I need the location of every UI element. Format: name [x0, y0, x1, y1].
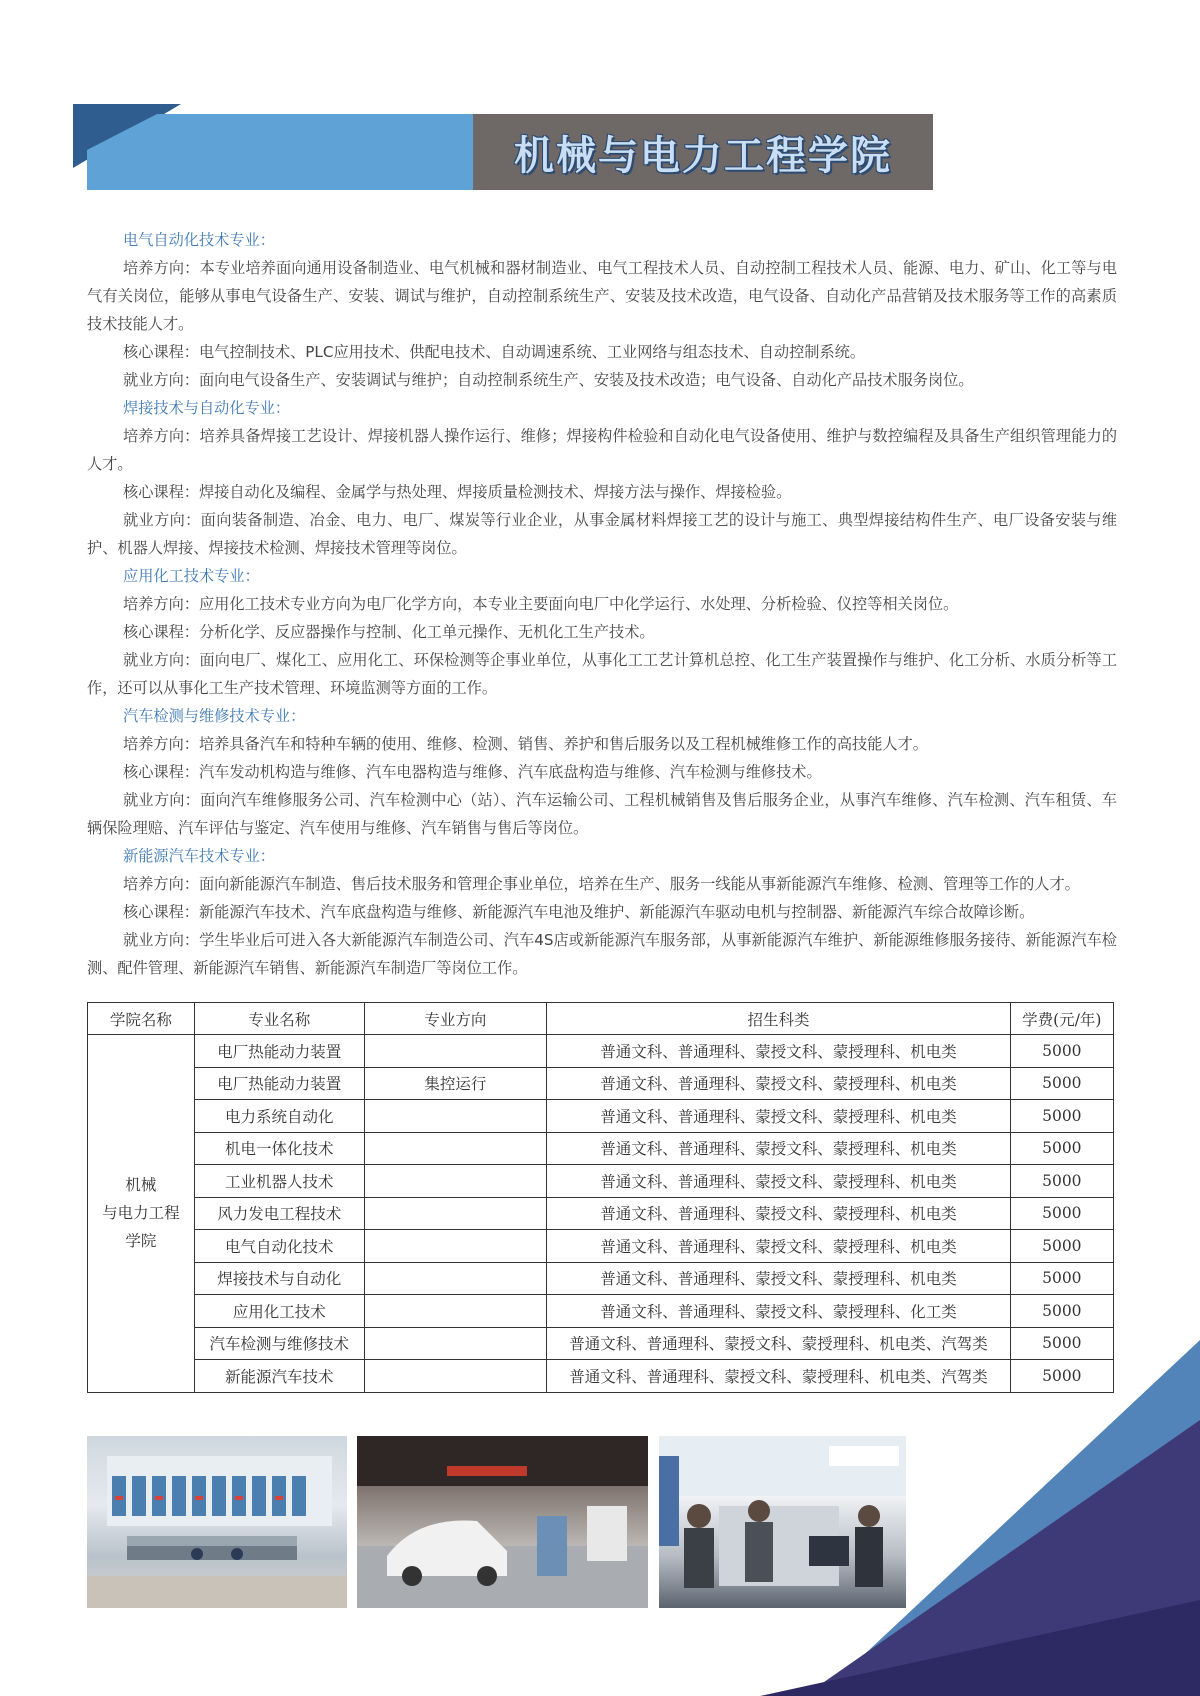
major-section — [87, 562, 1117, 702]
major-name-cell: 电厂热能动力装置 — [194, 1067, 364, 1100]
table-row — [88, 1067, 1114, 1100]
page-title: 机械与电力工程学院 — [514, 132, 892, 179]
major-name-cell: 新能源汽车技术 — [194, 1360, 364, 1393]
major-title: 焊接技术与自动化专业： — [123, 399, 291, 417]
major-paragraph: 培养方向：培养具备焊接工艺设计、焊接机器人操作运行、维修；焊接构件检验和自动化电气设备使用、维护与数控编程及具备生产组织管理能力的人才。 — [87, 427, 1117, 473]
table-body — [88, 1035, 1114, 1393]
major-direction-cell — [364, 1132, 547, 1165]
header-tuition: 学费(元/年) — [1010, 1003, 1113, 1035]
major-name-cell: 焊接技术与自动化 — [194, 1262, 364, 1295]
major-direction-cell: 集控运行 — [364, 1067, 547, 1100]
major-paragraph: 就业方向：面向电厂、煤化工、应用化工、环保检测等企事业单位，从事化工工艺计算机总控、化工生产装置操作与维护、化工分析、水质分析等工作，还可以从事化工生产技术管理、环境监测等方面的工作。 — [87, 651, 1117, 697]
major-paragraph: 培养方向：培养具备汽车和特种车辆的使用、维修、检测、销售、养护和售后服务以及工程机械维修工作的高技能人才。 — [123, 735, 928, 753]
enroll-category-cell: 普通文科、普通理科、蒙授文科、蒙授理科、机电类 — [547, 1165, 1010, 1198]
table-row — [88, 1327, 1114, 1360]
major-paragraph: 培养方向：面向新能源汽车制造、售后技术服务和管理企事业单位，培养在生产、服务一线能从事新能源汽车维修、检测、管理等工作的人才。 — [123, 875, 1080, 893]
enroll-category-cell: 普通文科、普通理科、蒙授文科、蒙授理科、机电类、汽驾类 — [547, 1360, 1010, 1393]
tuition-cell: 5000 — [1010, 1230, 1113, 1263]
table-row — [88, 1197, 1114, 1230]
tuition-cell: 5000 — [1010, 1100, 1113, 1133]
major-name-cell: 工业机器人技术 — [194, 1165, 364, 1198]
table-row — [88, 1262, 1114, 1295]
table-row — [88, 1035, 1114, 1068]
table-header-row — [88, 1003, 1114, 1035]
lab-illustration — [659, 1436, 906, 1608]
table-row — [88, 1132, 1114, 1165]
enroll-category-cell: 普通文科、普通理科、蒙授文科、蒙授理科、机电类 — [547, 1197, 1010, 1230]
major-title: 汽车检测与维修技术专业： — [123, 707, 306, 725]
major-name-cell: 风力发电工程技术 — [194, 1197, 364, 1230]
lab-training-photo — [659, 1436, 906, 1608]
major-title: 电气自动化技术专业： — [123, 231, 275, 249]
major-paragraph: 就业方向：学生毕业后可进入各大新能源汽车制造公司、汽车4S店或新能源汽车服务部，从事新能源汽车维护、新能源维修服务接待、新能源汽车检测、配件管理、新能源汽车销售、新能源汽车制造厂等岗位工作。 — [87, 931, 1117, 977]
tuition-cell: 5000 — [1010, 1165, 1113, 1198]
major-name-cell: 电厂热能动力装置 — [194, 1035, 364, 1068]
major-paragraph: 核心课程：汽车发动机构造与维修、汽车电器构造与维修、汽车底盘构造与维修、汽车检测与维修技术。 — [123, 763, 822, 781]
garage-workshop-photo — [357, 1436, 648, 1608]
major-direction-cell — [364, 1262, 547, 1295]
major-direction-cell — [364, 1197, 547, 1230]
enroll-category-cell: 普通文科、普通理科、蒙授文科、蒙授理科、机电类 — [547, 1230, 1010, 1263]
enroll-category-cell: 普通文科、普通理科、蒙授文科、蒙授理科、机电类 — [547, 1262, 1010, 1295]
major-direction-cell — [364, 1100, 547, 1133]
tuition-cell: 5000 — [1010, 1262, 1113, 1295]
enrollment-table — [87, 1002, 1114, 1393]
enroll-category-cell: 普通文科、普通理科、蒙授文科、蒙授理科、机电类 — [547, 1132, 1010, 1165]
table-row — [88, 1230, 1114, 1263]
major-section — [87, 226, 1117, 394]
header-banner — [73, 104, 933, 190]
header-major: 专业名称 — [194, 1003, 364, 1035]
enroll-category-cell: 普通文科、普通理科、蒙授文科、蒙授理科、机电类 — [547, 1100, 1010, 1133]
header-category: 招生科类 — [547, 1003, 1010, 1035]
control-room-illustration — [87, 1436, 347, 1608]
major-section — [87, 394, 1117, 562]
major-name-cell: 应用化工技术 — [194, 1295, 364, 1328]
major-section — [87, 702, 1117, 842]
major-direction-cell — [364, 1230, 547, 1263]
major-paragraph: 培养方向：本专业培养面向通用设备制造业、电气机械和器材制造业、电气工程技术人员、自动控制工程技术人员、能源、电力、矿山、化工等与电气有关岗位，能够从事电气设备生产、安装、调试与维护，自动控制系统生产、安装及技术改造，电气设备、自动化产品营销及技术服务等工作的高素质技术技能人才。 — [87, 259, 1117, 333]
majors-description — [87, 226, 1117, 982]
college-name-line: 机械 — [125, 1176, 157, 1195]
major-paragraph: 核心课程：电气控制技术、PLC应用技术、供配电技术、自动调速系统、工业网络与组态技术、自动控制系统。 — [123, 343, 866, 361]
table-row — [88, 1100, 1114, 1133]
major-title: 应用化工技术专业： — [123, 567, 260, 585]
tuition-cell: 5000 — [1010, 1295, 1113, 1328]
major-name-cell: 电气自动化技术 — [194, 1230, 364, 1263]
major-paragraph: 就业方向：面向装备制造、冶金、电力、电厂、煤炭等行业企业，从事金属材料焊接工艺的设计与施工、典型焊接结构件生产、电厂设备安装与维护、机器人焊接、焊接技术检测、焊接技术管理等岗位。 — [87, 511, 1117, 557]
major-paragraph: 就业方向：面向电气设备生产、安装调试与维护；自动控制系统生产、安装及技术改造；电气设备、自动化产品技术服务岗位。 — [123, 371, 974, 389]
major-paragraph: 培养方向：应用化工技术专业方向为电厂化学方向，本专业主要面向电厂中化学运行、水处理、分析检验、仪控等相关岗位。 — [123, 595, 959, 613]
major-paragraph: 就业方向：面向汽车维修服务公司、汽车检测中心（站）、汽车运输公司、工程机械销售及售后服务企业，从事汽车维修、汽车检测、汽车租赁、车辆保险理赔、汽车评估与鉴定、汽车使用与维修、汽车销售与售后等岗位。 — [87, 791, 1117, 837]
college-name-cell — [88, 1035, 195, 1393]
enroll-category-cell: 普通文科、普通理科、蒙授文科、蒙授理科、机电类、汽驾类 — [547, 1327, 1010, 1360]
tuition-cell: 5000 — [1010, 1197, 1113, 1230]
major-name-cell: 电力系统自动化 — [194, 1100, 364, 1133]
major-paragraph: 核心课程：焊接自动化及编程、金属学与热处理、焊接质量检测技术、焊接方法与操作、焊接检验。 — [123, 483, 792, 501]
tuition-cell: 5000 — [1010, 1327, 1113, 1360]
enroll-category-cell: 普通文科、普通理科、蒙授文科、蒙授理科、机电类 — [547, 1067, 1010, 1100]
table-row — [88, 1295, 1114, 1328]
header-direction: 专业方向 — [364, 1003, 547, 1035]
tuition-cell: 5000 — [1010, 1132, 1113, 1165]
major-direction-cell — [364, 1295, 547, 1328]
major-name-cell: 机电一体化技术 — [194, 1132, 364, 1165]
major-section — [87, 842, 1117, 982]
table-row — [88, 1360, 1114, 1393]
college-name-line: 学院 — [125, 1232, 157, 1251]
major-name-cell: 汽车检测与维修技术 — [194, 1327, 364, 1360]
header-college: 学院名称 — [88, 1003, 195, 1035]
major-paragraph: 核心课程：分析化学、反应器操作与控制、化工单元操作、无机化工生产技术。 — [123, 623, 655, 641]
major-direction-cell — [364, 1165, 547, 1198]
major-direction-cell — [364, 1360, 547, 1393]
tuition-cell: 5000 — [1010, 1035, 1113, 1068]
garage-illustration — [357, 1436, 648, 1608]
banner-title-block — [473, 114, 933, 190]
enroll-category-cell: 普通文科、普通理科、蒙授文科、蒙授理科、化工类 — [547, 1295, 1010, 1328]
college-name-line: 与电力工程 — [102, 1204, 180, 1223]
control-room-photo — [87, 1436, 347, 1608]
enroll-category-cell: 普通文科、普通理科、蒙授文科、蒙授理科、机电类 — [547, 1035, 1010, 1068]
table-row — [88, 1165, 1114, 1198]
tuition-cell: 5000 — [1010, 1067, 1113, 1100]
tuition-cell: 5000 — [1010, 1360, 1113, 1393]
major-title: 新能源汽车技术专业： — [123, 847, 275, 865]
major-direction-cell — [364, 1035, 547, 1068]
enrollment-table-wrapper — [87, 1002, 1114, 1393]
major-paragraph: 核心课程：新能源汽车技术、汽车底盘构造与维修、新能源汽车电池及维护、新能源汽车驱动电机与控制器、新能源汽车综合故障诊断。 — [123, 903, 1035, 921]
major-direction-cell — [364, 1327, 547, 1360]
